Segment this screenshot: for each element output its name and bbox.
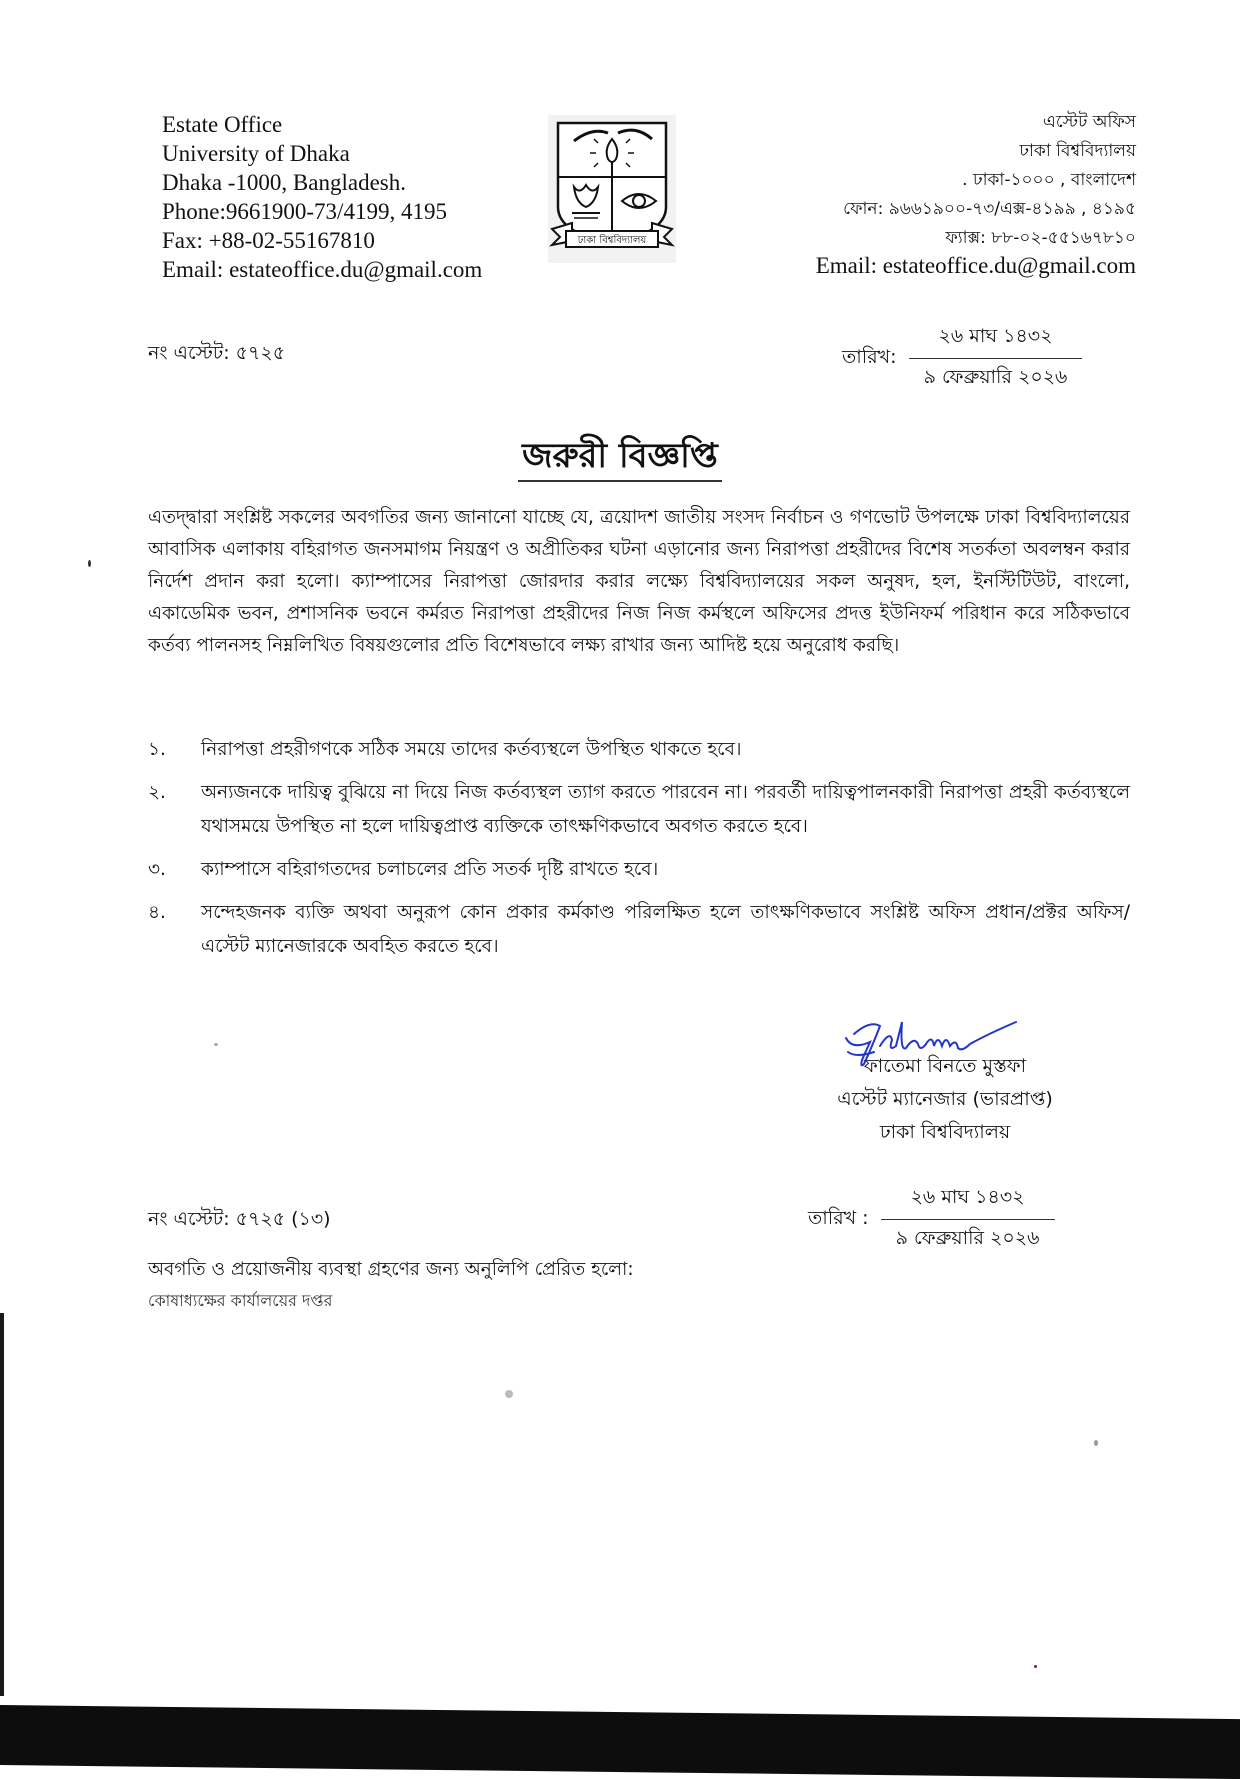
list-item — [148, 733, 1130, 767]
signatory-designation: এস্টেট ম্যানেজার (ভারপ্রাপ্ত) — [837, 1088, 1053, 1110]
date-bangla-calendar: ২৬ মাঘ ১৪৩২ — [909, 322, 1083, 359]
fax-en: Fax: +88-02-55167810 — [162, 228, 375, 253]
notice-title — [0, 430, 1240, 487]
list-item-text: নিরাপত্তা প্রহরীগণকে সঠিক সময়ে তাদের কর্তব্যস্থলে উপস্থিত থাকতে হবে। — [201, 739, 742, 760]
phone-bn: ফোন: ৯৬৬১৯০০-৭৩/এক্স-৪১৯৯ , ৪১৯৫ — [843, 199, 1136, 219]
copy-reference-number: নং এস্টেট: ৫৭২৫ (১৩) — [148, 1208, 331, 1230]
university-name-en: University of Dhaka — [162, 141, 350, 166]
date-label: তারিখ: — [842, 345, 897, 368]
scan-edge-bottom — [0, 1705, 1240, 1779]
date-fraction — [909, 322, 1083, 395]
letterhead-english — [162, 110, 482, 284]
office-name-en: Estate Office — [162, 112, 283, 137]
university-crest-icon — [548, 115, 676, 263]
copy-recipient-text: কোষাধ্যক্ষের কার্যালয়ের দপ্তর — [148, 1291, 333, 1310]
list-item-number: ৪. — [148, 902, 166, 923]
scan-speck — [1034, 1665, 1037, 1668]
university-name-bn: ঢাকা বিশ্ববিদ্যালয় — [1019, 141, 1136, 161]
copy-date-label: তারিখ : — [808, 1206, 869, 1229]
copy-recipient-truncated — [148, 1291, 353, 1314]
crest-banner-text: ঢাকা বিশ্ববিদ্যালয় — [577, 235, 647, 246]
list-item — [148, 896, 1130, 964]
copy-date-fraction — [881, 1183, 1055, 1256]
reference-date — [842, 322, 1082, 395]
list-item — [148, 776, 1130, 844]
scan-edge-left — [0, 1313, 4, 1696]
notice-title-text: জরুরী বিজ্ঞপ্তি — [518, 436, 722, 482]
scan-speck — [1094, 1440, 1098, 1446]
address-bn: . ঢাকা-১০০০ , বাংলাদেশ — [962, 170, 1136, 190]
signatory-organization: ঢাকা বিশ্ববিদ্যালয় — [879, 1121, 1011, 1143]
scan-speck — [505, 1390, 513, 1398]
date-gregorian: ৯ ফেব্রুয়ারি ২০২৬ — [923, 366, 1068, 388]
email-en: Email: estateoffice.du@gmail.com — [162, 257, 483, 282]
copy-date-gregorian: ৯ ফেব্রুয়ারি ২০২৬ — [895, 1227, 1040, 1249]
scan-speck — [214, 1043, 218, 1046]
instruction-list — [148, 733, 1130, 973]
fax-bn: ফ্যাক্স: ৮৮-০২-৫৫১৬৭৮১০ — [945, 228, 1136, 248]
copy-intro: অবগতি ও প্রয়োজনীয় ব্যবস্থা গ্রহণের জন্য অনুলিপি প্রেরিত হলো: — [148, 1259, 634, 1280]
email-bn-header: Email: estateoffice.du@gmail.com — [815, 253, 1136, 278]
phone-en: Phone:9661900-73/4199, 4195 — [162, 199, 447, 224]
list-item-number: ২. — [148, 782, 166, 803]
list-item-number: ১. — [148, 739, 166, 760]
address-en: Dhaka -1000, Bangladesh. — [162, 170, 406, 195]
list-item-text: অন্যজনকে দায়িত্ব বুঝিয়ে না দিয়ে নিজ কর্তব্যস্থল ত্যাগ করতে পারবেন না। পরবর্তী দায়িত্বপালনকারী নিরাপত্তা প্রহরী কর্তব্যস্থলে যথাসময়ে উপস্থিত না হলে দায়িত্বপ্রাপ্ত ব্যক্তিকে তাৎক্ষণিকভাবে অবগত করতে হবে। — [201, 782, 1130, 837]
list-item-number: ৩. — [148, 859, 166, 880]
list-item-text: সন্দেহজনক ব্যক্তি অথবা অনুরূপ কোন প্রকার কর্মকাণ্ড পরিলক্ষিত হলে তাৎক্ষণিকভাবে সংশ্লিষ্ট অফিস প্রধান/প্রক্টর অফিস/এস্টেট ম্যানেজারকে অবহিত করতে হবে। — [201, 902, 1130, 957]
handwritten-signature-icon — [840, 1012, 1030, 1072]
list-item — [148, 853, 1130, 887]
letterhead-bangla — [816, 108, 1136, 281]
copy-date — [808, 1183, 1055, 1256]
list-item-text: ক্যাম্পাসে বহিরাগতদের চলাচলের প্রতি সতর্ক দৃষ্টি রাখতে হবে। — [201, 859, 659, 880]
scan-speck — [88, 560, 91, 567]
office-name-bn: এস্টেট অফিস — [1042, 112, 1136, 132]
notice-paragraph: এতদ্দ্বারা সংশ্লিষ্ট সকলের অবগতির জন্য জানানো যাচ্ছে যে, ত্রয়োদশ জাতীয় সংসদ নির্বাচন ও গণভোট উপলক্ষে ঢাকা বিশ্ববিদ্যালয়ের আবাসিক এলাকায় বহিরাগত জনসমাগম নিয়ন্ত্রণ ও অপ্রীতিকর ঘটনা এড়ানোর জন্য নিরাপত্তা প্রহরীদের বিশেষ সতর্কতা অবলম্বন করার নির্দেশ প্রদান করা হলো। ক্যাম্পাসের নিরাপত্তা জোরদার করার লক্ষ্যে বিশ্ববিদ্যালয়ের সকল অনুষদ, হল, ইনস্টিটিউট, বাংলো, একাডেমিক ভবন, প্রশাসনিক ভবনে কর্মরত নিরাপত্তা প্রহরীদের নিজ নিজ কর্মস্থলে অফিসের প্রদত্ত ইউনিফর্ম পরিধান করে সঠিকভাবে কর্তব্য পালনসহ নিম্নলিখিত বিষয়গুলোর প্রতি বিশেষভাবে লক্ষ্য রাখার জন্য আদিষ্ট হয়ে অনুরোধ করছি। — [148, 507, 1130, 656]
copy-date-bangla-calendar: ২৬ মাঘ ১৪৩২ — [881, 1183, 1055, 1220]
signatory-name: ফাতেমা বিনতে মুস্তফা — [863, 1055, 1027, 1077]
reference-number: নং এস্টেট: ৫৭২৫ — [148, 342, 286, 364]
